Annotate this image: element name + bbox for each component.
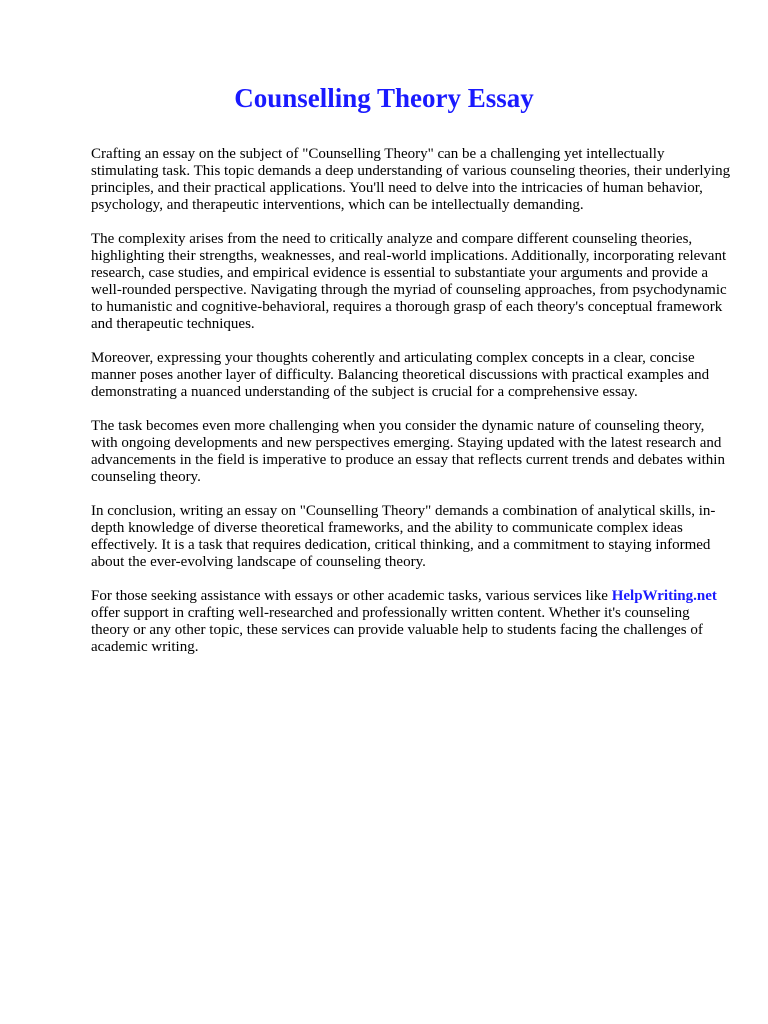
paragraph-4: The task becomes even more challenging when you consider the dynamic nature of counseling theory, with ongoing developments and new perspectives emerging. Staying updated with the latest research and advancements in the field is imperative to produce an essay that reflects current trends and debates within counseling theory. — [91, 418, 725, 485]
helpwriting-link[interactable]: HelpWriting.net — [611, 588, 717, 604]
page-title: Counselling Theory Essay — [234, 83, 534, 113]
paragraph-6-rest: offer support in crafting well-researched and professionally written content. Whether it's counseling theory or any other topic, these services can provide valuable help to students facing the challenges of academic writing. — [91, 605, 703, 655]
paragraph-6 — [91, 588, 731, 656]
paragraph-3: Moreover, expressing your thoughts coherently and articulating complex concepts in a clear, concise manner poses another layer of difficulty. Balancing theoretical discussions with practical examples and demonstrating a nuanced understanding of the subject is crucial for a comprehensive essay. — [91, 350, 710, 400]
essay-body — [91, 146, 731, 673]
paragraph-5: In conclusion, writing an essay on "Counselling Theory" demands a combination of analytical skills, in-depth knowledge of diverse theoretical frameworks, and the ability to communicate complex ideas effectively. It is a task that requires dedication, critical thinking, and a commitment to staying informed about the ever-evolving landscape of counseling theory. — [91, 503, 716, 570]
paragraph-1: Crafting an essay on the subject of "Counselling Theory" can be a challenging yet intellectually stimulating task. This topic demands a deep understanding of various counseling theories, their underlying principles, and their practical applications. You'll need to delve into the intricacies of human behavior, psychology, and therapeutic interventions, which can be intellectually demanding. — [91, 146, 731, 213]
paragraph-6-intro: For those seeking assistance with essays or other academic tasks, various services like — [91, 588, 608, 604]
paragraph-2: The complexity arises from the need to critically analyze and compare different counseling theories, highlighting their strengths, weaknesses, and real-world implications. Additionally, incorporating relevant research, case studies, and empirical evidence is essential to substantiate your arguments and provide a well-rounded perspective. Navigating through the myriad of counseling approaches, from psychodynamic to humanistic and cognitive-behavioral, requires a thorough grasp of each theory's conceptual framework and therapeutic techniques. — [91, 231, 727, 332]
